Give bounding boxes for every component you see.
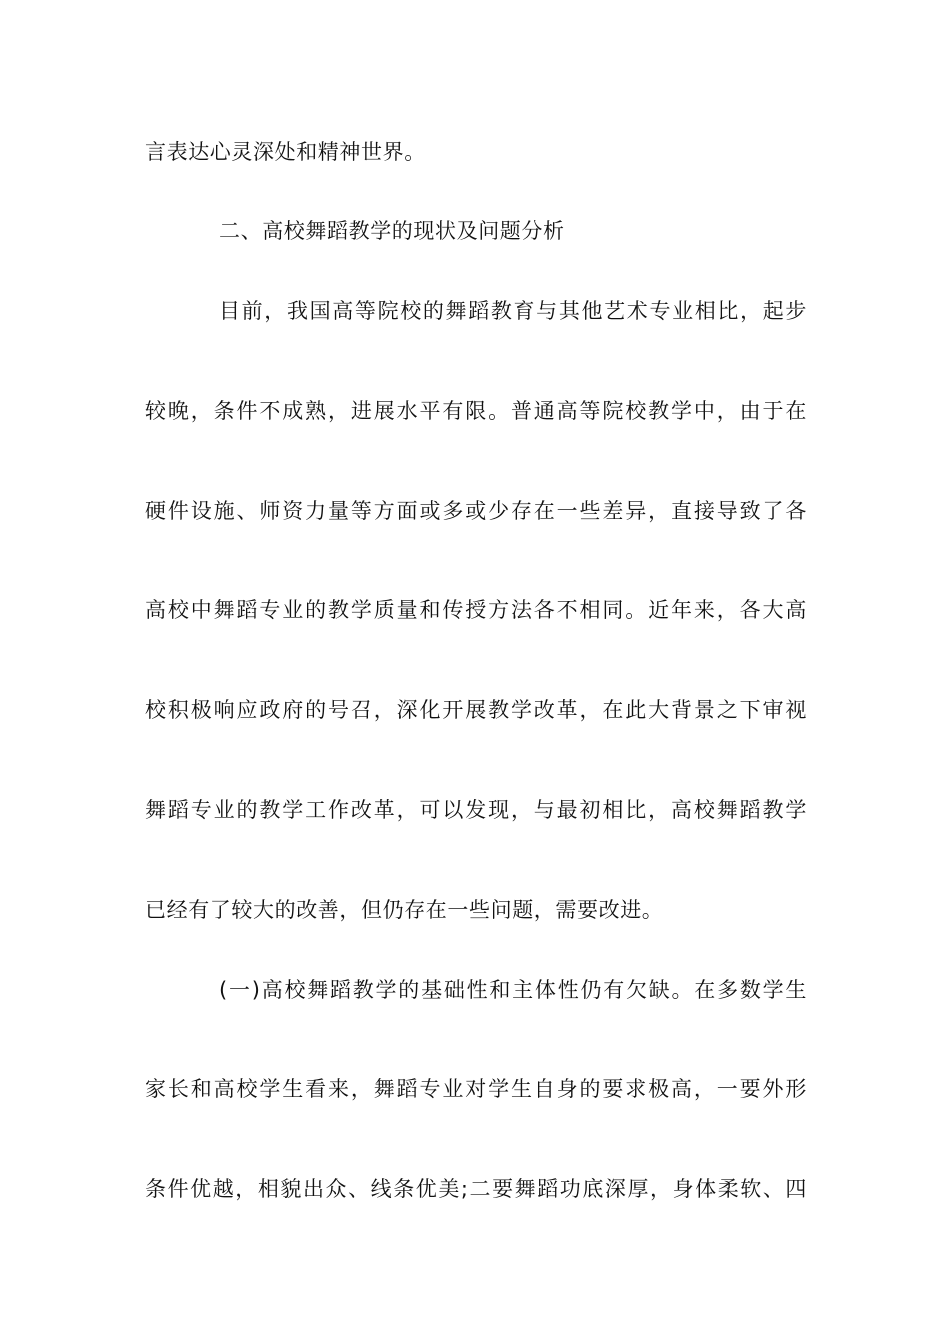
- paragraph-line: 家长和高校学生看来，舞蹈专业对学生自身的要求极高，一要外形: [145, 1077, 807, 1101]
- paragraph-line: 已经有了较大的改善，但仍存在一些问题，需要改进。: [145, 898, 664, 922]
- paragraph-line: 高校中舞蹈专业的教学质量和传授方法各不相同。近年来，各大高: [145, 598, 807, 622]
- paragraph-line: 硬件设施、师资力量等方面或多或少存在一些差异，直接导致了各: [145, 499, 807, 523]
- subsection-line: (一)高校舞蹈教学的基础性和主体性仍有欠缺。在多数学生: [219, 978, 807, 1002]
- paragraph-line: 校积极响应政府的号召，深化开展教学改革，在此大背景之下审视: [145, 698, 807, 722]
- paragraph-line: 舞蹈专业的教学工作改革，可以发现，与最初相比，高校舞蹈教学: [145, 798, 807, 822]
- paragraph-line: 条件优越，相貌出众、线条优美;二要舞蹈功底深厚，身体柔软、四: [145, 1177, 807, 1201]
- paragraph-line: 目前，我国高等院校的舞蹈教育与其他艺术专业相比，起步: [219, 299, 807, 323]
- section-heading: 二、高校舞蹈教学的现状及问题分析: [219, 219, 565, 243]
- paragraph-line: 言表达心灵深处和精神世界。: [145, 140, 426, 164]
- paragraph-line: 较晚，条件不成熟，进展水平有限。普通高等院校教学中，由于在: [145, 399, 807, 423]
